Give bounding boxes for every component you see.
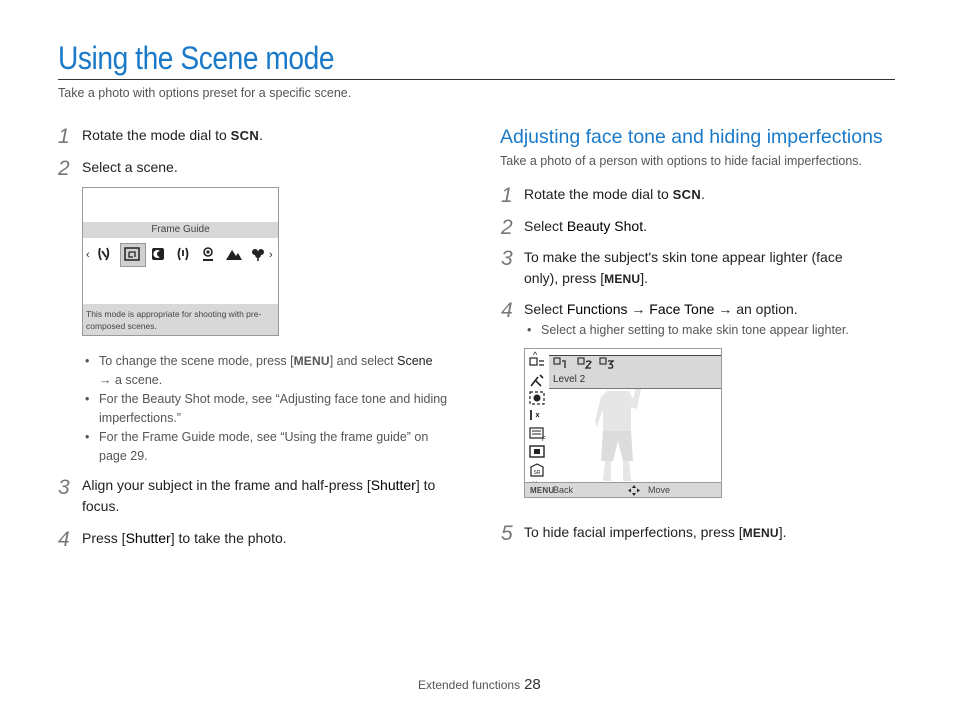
r-step-4-number: 4 (501, 299, 513, 322)
step-1-number: 1 (58, 125, 70, 148)
step-3-text (82, 475, 452, 517)
r-step-5-post: ]. (778, 524, 787, 540)
face-retouch-icon (529, 374, 545, 391)
svg-text:F: F (542, 437, 546, 441)
note-3-text: For the Frame Guide mode, see “Using the frame guide” on page 29. (99, 430, 429, 463)
step-2-number: 2 (58, 157, 70, 180)
step-4-number: 4 (58, 528, 70, 551)
scene-screen (82, 187, 279, 336)
step-2-text: Select a scene. (82, 159, 178, 175)
title-divider (58, 79, 895, 80)
exposure-icon (529, 409, 545, 425)
menu-icon: MENU (604, 272, 641, 286)
face-detect-icon (529, 391, 545, 409)
page-footer (418, 676, 541, 693)
arrow-left-icon: ‹ (86, 249, 90, 261)
r-step-1-post: . (701, 186, 705, 202)
face-tone-screen (524, 348, 722, 498)
step-4-post: ] to take the photo. (170, 530, 287, 546)
r-step-2-text (524, 216, 647, 237)
r-step-1-pre: Rotate the mode dial to (524, 186, 673, 202)
frame-guide-icon (123, 246, 141, 267)
photo-size-icon (529, 427, 547, 445)
menu-icon: MENU (742, 526, 779, 540)
svg-text:SR: SR (533, 470, 541, 476)
scroll-up-icon: ^ (533, 350, 538, 360)
note-1-bold: Scene (397, 354, 433, 368)
note-item (85, 428, 455, 466)
scn-icon: SCN (230, 128, 260, 143)
r-step-5-pre: To hide facial imperfections, press [ (524, 524, 743, 540)
r-step-4-post: → an option. (714, 301, 798, 317)
r-step-4-text (524, 299, 798, 320)
page-number: 28 (524, 676, 541, 693)
step-3-bold: Shutter (370, 477, 416, 493)
r-step-3-line2-post: ]. (640, 270, 649, 286)
section-subtitle: Take a photo of a person with options to hide facial imperfections. (500, 154, 863, 168)
r-step-3-text (524, 247, 884, 290)
move-dpad-icon[interactable] (628, 485, 640, 498)
timer-icon (529, 463, 545, 481)
r-step-4-pre: Select (524, 301, 567, 317)
r-step-4-arrow: → (627, 301, 650, 317)
note-1-mid: ] and select (329, 354, 398, 368)
r-step-1-number: 1 (501, 184, 513, 207)
r-step-4-bold2: Face Tone (649, 301, 715, 317)
face-tone-options (549, 355, 721, 373)
note-item (527, 321, 887, 340)
level-label: Level 2 (553, 374, 586, 385)
step-4-pre: Press [ (82, 530, 126, 546)
face-tone-note-text: Select a higher setting to make skin tone appear lighter. (541, 323, 849, 337)
step-1-post: . (259, 127, 263, 143)
menu-icon: MENU (293, 354, 330, 368)
move-label: Move (648, 485, 671, 495)
screen-bottom-bar (525, 482, 721, 498)
level-bar (549, 372, 721, 389)
r-step-2-post: . (643, 218, 647, 234)
step-4-bold: Shutter (125, 530, 171, 546)
r-step-3-line2-pre: only), press [ (524, 270, 605, 286)
step-3-number: 3 (58, 476, 70, 499)
page-title: Using the Scene mode (58, 40, 335, 76)
function-menu-column (525, 349, 549, 497)
scene-notes (85, 352, 455, 466)
step-1-pre: Rotate the mode dial to (82, 127, 231, 143)
note-item (85, 390, 455, 428)
r-step-5-number: 5 (501, 522, 513, 545)
r-step-5-text (524, 522, 787, 544)
arrow-right-icon: › (269, 249, 273, 261)
note-item (85, 352, 455, 390)
frame-guide-label: Frame Guide (83, 222, 278, 238)
scene-icon-row (83, 240, 278, 270)
r-step-2-number: 2 (501, 216, 513, 239)
r-step-3-number: 3 (501, 247, 513, 270)
beauty-shot-icon (97, 246, 111, 267)
step-1-text (82, 125, 263, 146)
r-step-4-bold1: Functions (566, 301, 628, 317)
step-3-pre: Align your subject in the frame and half-press [ (82, 477, 371, 493)
landscape-icon (225, 246, 243, 267)
back-label: Back (553, 485, 574, 495)
note-1-post: → a scene. (99, 373, 163, 387)
night-icon (151, 246, 165, 267)
page-subtitle: Take a photo with options preset for a specific scene. (58, 86, 352, 100)
r-step-2-bold: Beauty Shot (566, 218, 644, 234)
step-4-text (82, 528, 287, 549)
footer-section: Extended functions (418, 678, 521, 692)
note-2-text: For the Beauty Shot mode, see “Adjusting face tone and hiding imperfections.” (99, 392, 448, 425)
children-icon (201, 246, 215, 267)
metering-icon (529, 445, 545, 462)
scene-description: This mode is appropriate for shooting with pre-composed scenes. (83, 304, 278, 335)
note-1-pre: To change the scene mode, press [ (99, 354, 294, 368)
r-step-3-line1: To make the subject's skin tone appear lighter (face (524, 249, 843, 265)
r-step-2-pre: Select (524, 218, 567, 234)
portrait-icon (177, 246, 189, 267)
menu-icon[interactable]: MENU (530, 486, 555, 495)
step-3-post: ] to focus. (82, 477, 436, 514)
r-step-1-text (524, 184, 705, 205)
scn-icon: SCN (672, 187, 702, 202)
face-tone-icon (529, 357, 545, 373)
close-up-icon (250, 246, 266, 267)
section-title: Adjusting face tone and hiding imperfections (500, 126, 883, 148)
face-tone-notes (527, 321, 887, 340)
